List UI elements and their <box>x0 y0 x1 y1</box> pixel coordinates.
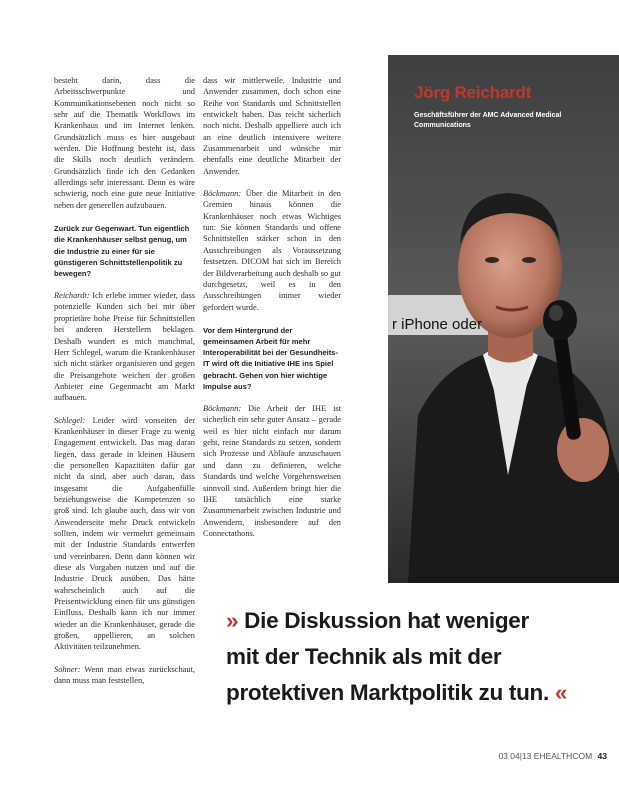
paragraph: dass wir mittlerweile, Industrie und Anwender zusammen, doch schon eine Reihe von Standards und Schnittstellen entwickelt haben. Das reicht sicherlich noch nicht. Deshalb appelliere auch ich an eine deutlich intensivere weitere Zusammenarbeit und wünsche mir ebenfalls eine deutliche Mitarbeit der Anwender. <box>203 76 341 176</box>
pull-quote <box>226 603 611 711</box>
paragraph <box>54 415 195 653</box>
person-title: Geschäftsführer der AMC Advanced Medical Communications <box>414 112 562 129</box>
speaker-name: Böckmann: <box>203 404 242 414</box>
speaker-name: Sohner: <box>54 664 81 674</box>
open-quote-mark: » <box>226 608 239 633</box>
answer-text: Ich erlebe immer wieder, dass potenzielle Kunden sich bei mir über proprietäre hohe Preise für Schnittstellen bei anderen Herstellern beklagen. Deshalb wundert es mich manchmal, Herr Schlegel, warum die Krankenhäuser sich nicht stärker organisieren und gegen die Preisangebote weichen der großen Anbieter eine Gegenmacht am Markt aufbauen. <box>54 291 195 403</box>
pull-quote-line <box>226 675 611 711</box>
page-footer <box>498 751 607 761</box>
close-quote-mark: « <box>548 680 568 705</box>
article-column-left <box>54 75 195 686</box>
answer-text: Über die Mitarbeit in den Gremien hinaus können die Krankenhäuser noch etwas Wichtiges tun: Sie können Standards und offene Schnittstellen stärker schon in den Ausschreibungen als Voraussetzung festsetzen. DICOM hat sich im Bereich der Bildverarbeitung auch deshalb so gut durchgesetzt, weil es in den Ausschreibungen immer wieder gefordert wurde. <box>203 189 341 312</box>
paragraph <box>203 188 341 313</box>
pull-quote-text: protektiven Marktpolitik zu tun. <box>226 680 549 705</box>
answer-text: Die Arbeit der IHE ist sicherlich ein sehr guter Ansatz – gerade weil es hier nicht einfach nur darum geht, reine Standards zu setzen, sondern sich Prozesse und Abläufe anzuschauen und dann zu definieren, welche Standards und welche Vorgehensweisen sinnvoll sind. Außerdem bringt hier die IHE tatsächlich eine starke Zusammenarbeit zwischen Industrie und Anwendern, insbesondere auf den Connectathons. <box>203 404 341 538</box>
profile-caption <box>414 83 604 131</box>
background-sign-text: r iPhone oder <box>392 316 483 333</box>
interview-question: Vor dem Hintergrund der gemeinsamen Arbeit für mehr Interoperabilität bei der Gesundheits-IT wird oft die Initiative IHE ins Spiel gebracht. Gehen von hier wichtige Impulse aus? <box>203 325 339 391</box>
paragraph <box>54 664 195 687</box>
page-number: 43 <box>597 751 607 761</box>
paragraph <box>203 403 341 539</box>
person-name: Jörg Reichardt <box>414 83 532 102</box>
speaker-name: Reichardt: <box>54 291 90 301</box>
pull-quote-line <box>226 603 611 639</box>
paragraph <box>54 290 195 403</box>
interview-question: Zurück zur Gegenwart. Tun eigentlich die Krankenhäuser selbst genug, um die Industrie zu einer für sie günstigeren Schnittstellenpolitik zu bewegen? <box>54 224 190 278</box>
issue-number: 03 04|13 <box>498 751 532 761</box>
pull-quote-line: mit der Technik als mit der <box>226 644 502 669</box>
magazine-name: EHEALTHCOM <box>533 751 593 761</box>
speaker-name: Schlegel: <box>54 415 86 425</box>
answer-text: Wenn man etwas zurückschaut, dann muss man feststellen, <box>54 664 195 686</box>
speaker-name: Böckmann: <box>203 189 242 199</box>
answer-text: Leider wird vonseiten der Krankenhäuser in dieser Frage zu wenig Engagement entwickelt. Das mag daran liegen, dass gerade in kleinen Häusern die personellen Kapazitäten dafür gar nicht da sind, aber auch daran, dass insgesamt die Aufgabenfülle beziehungsweise die Kompetenzen so groß sind. Ich glaube auch, dass wir von Anwenderseite mehr Druck entwickeln sollten, indem wir vermehrt gemeinsam mit der Industrie Standards entwerfen und vereinbaren. Denn dann können wir diese als Vorgaben nutzen und auf die Industrie Druck ausüben. Das hätte wahrscheinlich auch auf die Preisentwicklung einen für uns günstigen Einfluss. Deshalb kann ich nur immer wieder an die Krankenhäuser, gerade die großen, appellieren, an solchen Aktivitäten teilzunehmen. <box>54 415 195 652</box>
article-column-middle <box>203 75 341 539</box>
paragraph: besteht darin, dass die Arbeitsschwerpunkte und Kommunikationsebenen noch nicht so sehr auf die Thematik Workflows im Krankenhaus und im Internet lenken. Grundsätzlich muss es hier ausgebaut werden. Die Hoffnung besteht ist, dass die Skills noch deutlich verändern. Grundsätzlich finde ich den Gedanken allerdings sehr interessant. Denn es wäre schwierig, noch eine gute neue Initiative neben der generellen aufzubauen. <box>54 76 195 210</box>
pull-quote-text: Die Diskussion hat weniger <box>238 608 529 633</box>
